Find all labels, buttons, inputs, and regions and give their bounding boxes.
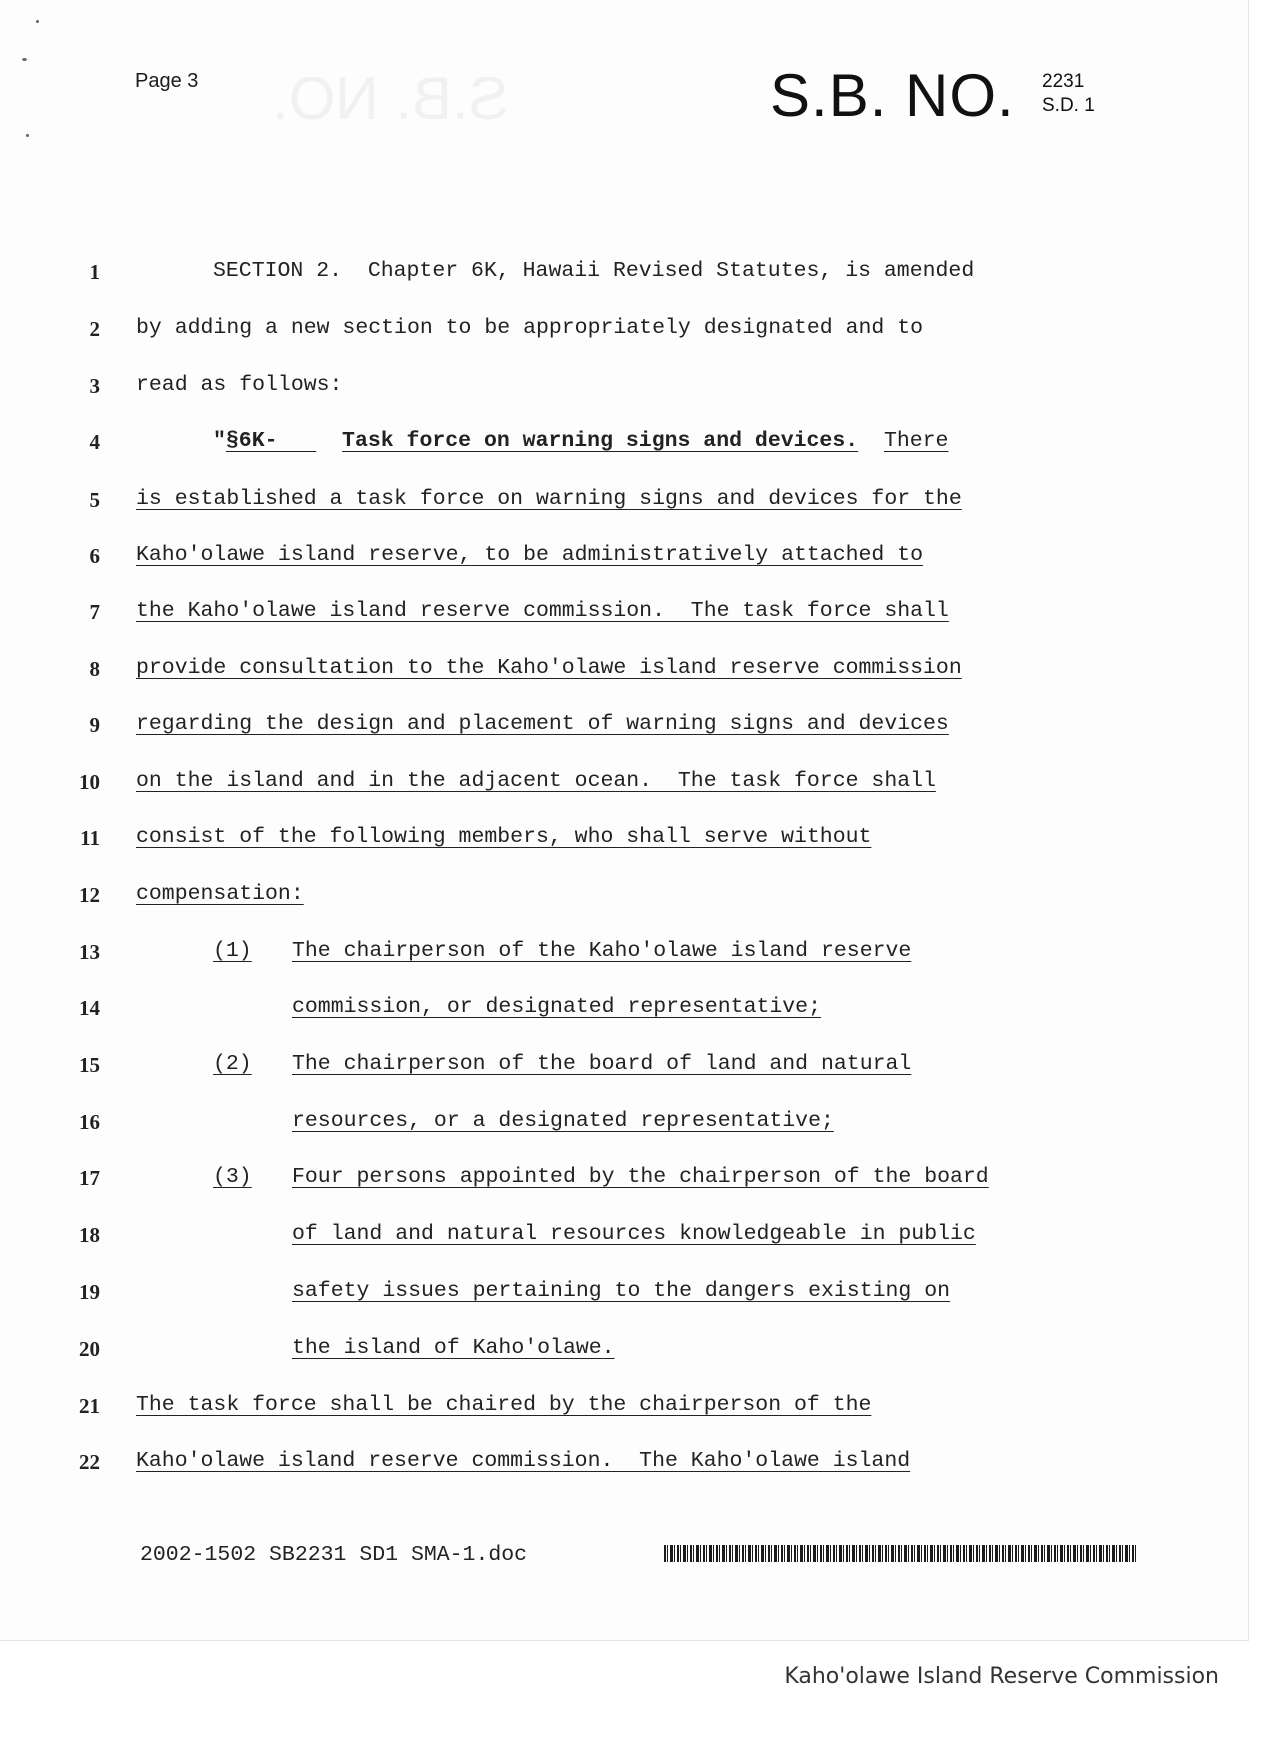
- opening-quote: ": [213, 429, 226, 453]
- bill-text-line: on the island and in the adjacent ocean. The task force shall: [136, 769, 936, 793]
- line-number: 1: [89, 260, 100, 284]
- bill-text-line: by adding a new section to be appropriately designated and to: [136, 316, 924, 340]
- line-number: 3: [89, 374, 100, 398]
- bill-text-line: The chairperson of the board of land and natural: [292, 1052, 912, 1076]
- line-number: 9: [89, 713, 100, 737]
- bill-text-line: provide consultation to the Kaho'olawe island reserve commission: [136, 656, 962, 680]
- line-number: 22: [79, 1450, 100, 1474]
- list-marker: (3): [213, 1165, 252, 1189]
- line-number: 14: [79, 996, 100, 1020]
- line-number: 4: [89, 430, 100, 454]
- line-number: 16: [79, 1110, 100, 1134]
- bleed-through-mark: S.B. NO.: [272, 65, 509, 132]
- source-credit: Kaho'olawe Island Reserve Commission: [784, 1664, 1219, 1689]
- scan-speck: [36, 20, 39, 23]
- list-marker: (1): [213, 939, 252, 963]
- bill-title: S.B. NO.: [770, 62, 1015, 129]
- section-heading: Task force on warning signs and devices.: [342, 429, 859, 453]
- line-number: 10: [79, 770, 100, 794]
- line-number: 7: [89, 600, 100, 624]
- bill-text-line: [213, 429, 948, 453]
- line-number: 21: [79, 1394, 100, 1418]
- bill-text-line: regarding the design and placement of warning signs and devices: [136, 712, 949, 736]
- scan-speck: [26, 134, 29, 137]
- line-number: 11: [80, 826, 100, 850]
- document-id: 2002-1502 SB2231 SD1 SMA-1.doc: [140, 1543, 528, 1567]
- scan-speck: [22, 58, 27, 61]
- bill-text-line: safety issues pertaining to the dangers existing on: [292, 1279, 951, 1303]
- bill-text-line: The task force shall be chaired by the chairperson of the: [136, 1393, 872, 1417]
- line-number: 8: [89, 657, 100, 681]
- bill-text-line: Kaho'olawe island reserve commission. The Kaho'olawe island: [136, 1449, 911, 1473]
- bill-text-line: Kaho'olawe island reserve, to be administratively attached to: [136, 543, 924, 567]
- list-marker: (2): [213, 1052, 252, 1076]
- section-text: There: [883, 429, 949, 453]
- line-number: 17: [79, 1166, 100, 1190]
- bill-text-line: resources, or a designated representative;: [292, 1109, 834, 1133]
- line-number: 15: [79, 1053, 100, 1077]
- bill-text-line: of land and natural resources knowledgeable in public: [292, 1222, 976, 1246]
- barcode: [664, 1545, 1136, 1562]
- bill-number-block: [1042, 70, 1095, 118]
- section-number: §6K-: [225, 429, 317, 453]
- bill-number: 2231: [1042, 71, 1085, 92]
- bill-text-line: commission, or designated representative;: [292, 995, 821, 1019]
- line-number: 13: [79, 940, 100, 964]
- line-number: 18: [79, 1223, 100, 1247]
- bill-text-line: SECTION 2. Chapter 6K, Hawaii Revised Statutes, is amended: [213, 259, 975, 283]
- line-number: 6: [89, 544, 100, 568]
- bill-draft: S.D. 1: [1042, 95, 1095, 116]
- line-number: 19: [79, 1280, 100, 1304]
- bill-text-line: is established a task force on warning signs and devices for the: [136, 487, 962, 511]
- bill-text-line: consist of the following members, who shall serve without: [136, 825, 872, 849]
- bill-text-line: compensation:: [136, 882, 304, 906]
- line-number: 5: [89, 488, 100, 512]
- bill-text-line: the Kaho'olawe island reserve commission. The task force shall: [136, 599, 949, 623]
- bill-text-line: Four persons appointed by the chairperson of the board: [292, 1165, 989, 1189]
- line-number: 12: [79, 883, 100, 907]
- line-number: 20: [79, 1337, 100, 1361]
- bill-text-line: the island of Kaho'olawe.: [292, 1336, 615, 1360]
- bill-text-line: read as follows:: [136, 373, 343, 397]
- page-number: Page 3: [135, 70, 199, 92]
- line-number: 2: [89, 317, 100, 341]
- bill-text-line: The chairperson of the Kaho'olawe island reserve: [292, 939, 912, 963]
